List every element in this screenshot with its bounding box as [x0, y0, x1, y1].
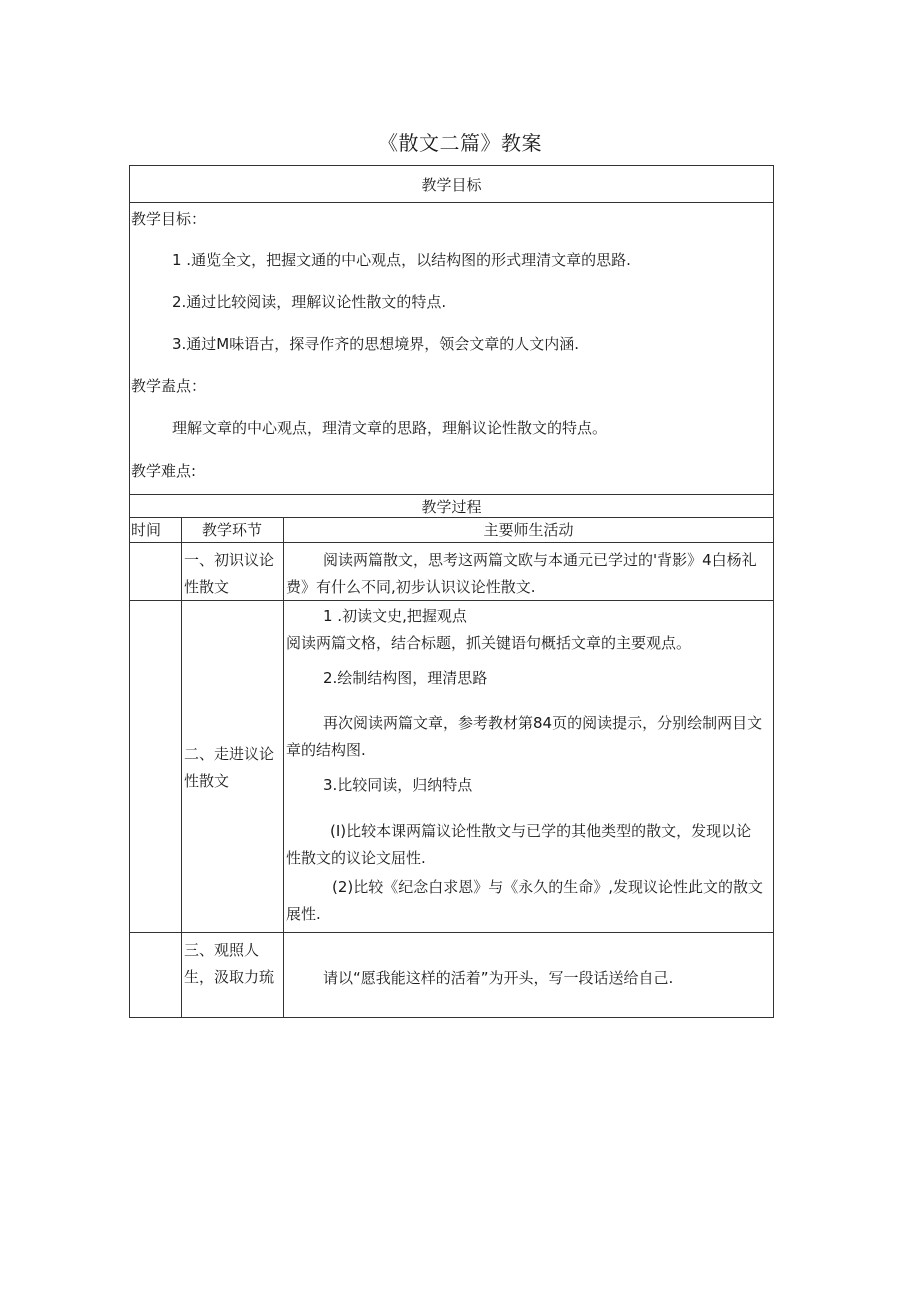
difficulty-label: 教学难点:	[131, 462, 197, 480]
activity-text: 再次阅读两篇文章，参考教材第84页的阅读提示，分别绘制两目文	[323, 714, 763, 732]
row-divider	[129, 542, 774, 543]
stage-label: 生，汲取力琉	[184, 968, 275, 986]
activity-text: (I)比较本课两篇议论性散文与已学的其他类型的散文，发现以论	[330, 822, 752, 840]
activity-text: 费》有什么不同,初步认识议论性散文.	[286, 578, 536, 596]
activity-text: 2.绘制结构图，理清思路	[323, 669, 488, 687]
stage-label: 三、观照人	[184, 941, 260, 959]
activity-text: 请以“愿我能这样的活着”为开头，写一段话送给自己.	[323, 969, 674, 987]
document-title: 《散文二篇》教案	[378, 131, 542, 155]
column-divider	[181, 517, 182, 1018]
row-divider	[129, 202, 774, 203]
stage-label: 一、初识议论	[184, 551, 275, 569]
row-divider	[129, 494, 774, 495]
row-divider	[129, 932, 774, 933]
key-points-label: 教学盍点：	[131, 377, 207, 395]
activity-text: 阅读两篇文格，结合标题，抓关键语句概括文章的主要观点。	[286, 634, 692, 652]
row-divider	[129, 600, 774, 601]
column-header-activities: 主要师生活动	[483, 521, 574, 539]
activity-text: 1 .初读文史,把握观点	[323, 607, 467, 625]
key-points-text: 理解文章的中心观点，理清文章的思路，理斛议论性散文的特点。	[172, 419, 608, 437]
goal-item: 2.通过比较阅读，理解议论性散文的特点.	[172, 293, 447, 311]
activity-text: 展性.	[286, 905, 321, 923]
activity-text: 性散文的议论文屈性.	[286, 849, 426, 867]
stage-label: 性散文	[184, 772, 230, 790]
activity-text: (2)比较《纪念白求恩》与《永久的生命》,发现议论性此文的散文	[332, 878, 764, 896]
row-divider	[129, 517, 774, 518]
column-header-stage: 教学环节	[201, 521, 262, 539]
process-section-header: 教学过程	[421, 498, 482, 516]
goal-item: 1 .通览全文，把握文通的中心观点，以结构图的形式理清文章的思路.	[172, 251, 631, 269]
column-header-time: 时间	[131, 521, 162, 539]
goal-item: 3.通过M味语古，探寻作齐的思想境界，领会文章的人文内涵.	[172, 335, 580, 353]
stage-label: 性散文	[184, 578, 230, 596]
column-divider	[283, 517, 284, 1018]
activity-text: 章的结构图.	[286, 741, 366, 759]
activity-text: 3.比较同读，归纳特点	[323, 776, 473, 794]
goals-section-header: 教学目标	[421, 176, 482, 194]
stage-label: 二、走进议论	[184, 745, 275, 763]
activity-text: 阅读两篇散文，思考这两篇文欧与本通元已学过的'背影》4白杨礼	[323, 551, 757, 569]
goals-label: 教学目标：	[131, 210, 207, 228]
